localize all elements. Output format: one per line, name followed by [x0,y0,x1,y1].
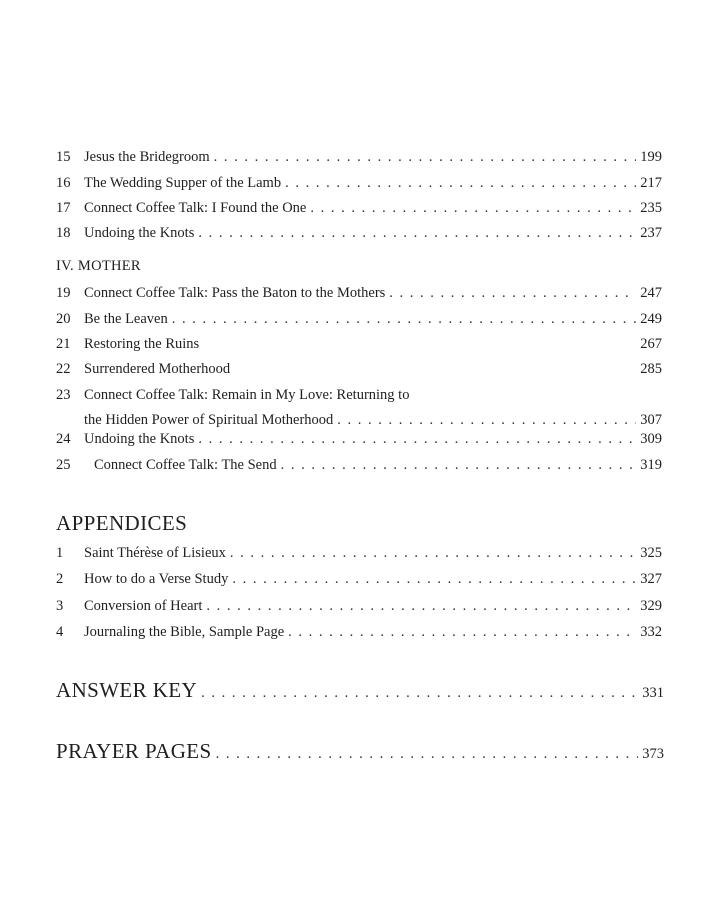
entry-page: 373 [642,746,664,762]
entry-title: The Wedding Supper of the Lamb [84,175,282,191]
entry-title: Restoring the Ruins [84,336,200,352]
entry-number: 24 [56,431,71,447]
dot-leader [306,199,636,217]
section-heading: ANSWER KEY [56,678,198,702]
entry-number: 20 [56,311,71,327]
entry-page: 249 [640,311,662,327]
entry-page: 217 [640,175,662,191]
toc-entry [56,224,662,242]
part-heading: IV. MOTHER [56,258,141,274]
entry-page: 329 [640,598,662,614]
entry-title: Connect Coffee Talk: I Found the One [84,200,307,216]
entry-page: 247 [640,285,662,301]
dot-leader [284,623,636,641]
dot-leader [202,597,636,615]
toc-entry [56,544,662,562]
entry-page: 309 [640,431,662,447]
entry-number: 22 [56,361,71,377]
entry-title: Be the Leaven [84,311,168,327]
entry-page: 327 [640,571,662,587]
toc-entry [56,148,662,166]
dot-leader [210,148,637,166]
entry-page: 325 [640,545,662,561]
dot-leader [226,544,636,562]
dot-leader [197,685,638,702]
entry-page: 199 [640,149,662,165]
toc-entry-continuation [56,411,662,429]
prayer-pages-entry [56,739,664,764]
entry-title: Connect Coffee Talk: The Send [94,457,277,473]
entry-number: 1 [56,545,64,561]
dot-leader [333,411,636,429]
entry-title: Saint Thérèse of Lisieux [84,545,226,561]
entry-number: 25 [56,457,71,473]
entry-page: 237 [640,225,662,241]
section-heading: APPENDICES [56,511,188,535]
toc-entry [56,174,662,192]
entry-number: 15 [56,149,71,165]
entry-page: 331 [642,685,664,701]
toc-entry [56,310,662,328]
dot-leader [194,224,636,242]
toc-entry [56,335,662,353]
toc-entry [56,360,662,378]
entry-number: 19 [56,285,71,301]
entry-page: 235 [640,200,662,216]
entry-page: 307 [640,412,662,428]
toc-entry [56,623,662,641]
entry-number: 4 [56,624,64,640]
entry-page: 332 [640,624,662,640]
entry-number: 16 [56,175,71,191]
entry-title-line1: Connect Coffee Talk: Remain in My Love: Returning to [84,387,410,403]
entry-title: Jesus the Bridegroom [84,149,210,165]
entry-title: How to do a Verse Study [84,571,229,587]
dot-leader [385,284,636,302]
dot-leader [194,430,636,448]
entry-page: 285 [640,361,662,377]
entry-title: Undoing the Knots [84,431,195,447]
toc-entry [56,199,662,217]
entry-page: 319 [640,457,662,473]
entry-page: 267 [640,336,662,352]
toc-entry [56,284,662,302]
entry-number: 2 [56,571,64,587]
entry-title: Journaling the Bible, Sample Page [84,624,285,640]
entry-number: 21 [56,336,71,352]
section-heading: PRAYER PAGES [56,739,212,763]
entry-title: Undoing the Knots [84,225,195,241]
dot-leader [281,174,636,192]
dot-leader [212,746,639,763]
toc-entry-multiline [56,386,662,404]
dot-leader [168,310,637,328]
dot-leader [277,456,637,474]
toc-entry [56,597,662,615]
entry-title-line2: the Hidden Power of Spiritual Motherhood [84,412,334,428]
toc-entry [56,430,662,448]
appendices-section [56,511,664,536]
toc-entry [56,570,662,588]
entry-title: Surrendered Motherhood [84,361,231,377]
entry-number: 18 [56,225,71,241]
entry-number: 23 [56,387,71,403]
entry-number: 17 [56,200,71,216]
dot-leader [228,570,636,588]
entry-title: Conversion of Heart [84,598,203,614]
entry-number: 3 [56,598,64,614]
toc-entry [56,456,662,474]
entry-title: Connect Coffee Talk: Pass the Baton to the Mothers [84,285,386,301]
answer-key-entry [56,678,664,703]
